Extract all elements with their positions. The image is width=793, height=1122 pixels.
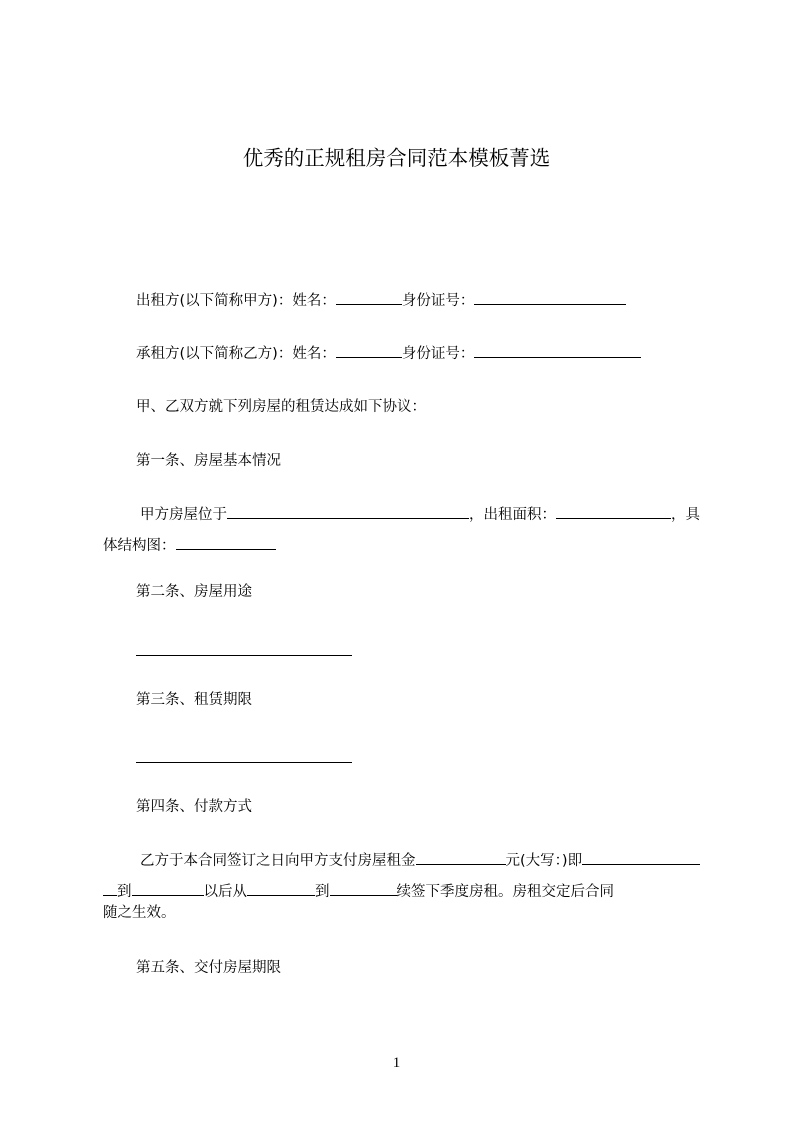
rent-words-label: 元(大写：)即	[505, 853, 583, 869]
article-4-line-1	[140, 850, 700, 871]
lessee-name-blank	[336, 343, 402, 358]
location-label: 甲方房屋位于	[140, 507, 227, 523]
lessee-label: 承租方(以下简称乙方)：姓名：	[136, 346, 336, 362]
date-blank-4	[330, 881, 397, 896]
term-blank	[136, 762, 352, 763]
lessor-id-label: 身份证号：	[401, 293, 475, 309]
page-number: 1	[392, 1055, 401, 1071]
structure-blank	[176, 535, 276, 550]
article-4-line-3: 随之生效。	[103, 905, 176, 921]
renewal-text: 续签下季度房租。房租交定后合同	[396, 884, 614, 900]
to-text-2: 到	[315, 884, 330, 900]
document-title: 优秀的正规租房合同范本模板菁选	[242, 146, 551, 170]
lessor-line	[136, 290, 626, 311]
rent-label: 乙方于本合同签订之日向甲方支付房屋租金	[140, 853, 416, 869]
article-4-line-2	[103, 881, 700, 902]
article-1-line-1	[140, 504, 700, 525]
date-blank-1	[582, 850, 700, 865]
location-blank	[227, 504, 469, 519]
continued-text: ，具	[671, 507, 700, 523]
date-blank-1-cont	[103, 881, 117, 896]
area-label: ，出租面积：	[469, 507, 556, 523]
to-text: 到	[117, 884, 132, 900]
lessor-name-blank	[336, 290, 402, 305]
date-blank-2	[132, 881, 204, 896]
article-2-heading: 第二条、房屋用途	[136, 584, 252, 600]
lessor-label: 出租方(以下简称甲方)：姓名：	[136, 293, 336, 309]
article-1-heading: 第一条、房屋基本情况	[136, 453, 281, 469]
date-blank-3	[247, 881, 315, 896]
lessee-id-label: 身份证号：	[401, 346, 475, 362]
article-4-heading: 第四条、付款方式	[136, 799, 252, 815]
lessor-id-blank	[474, 290, 626, 305]
lessee-line	[136, 343, 641, 364]
article-5-heading: 第五条、交付房屋期限	[136, 960, 281, 976]
area-blank	[556, 504, 671, 519]
agreement-text: 甲、乙双方就下列房屋的租赁达成如下协议：	[136, 399, 426, 415]
lessee-id-blank	[474, 343, 641, 358]
from-text: 以后从	[203, 884, 247, 900]
article-1-line-2	[103, 535, 276, 556]
structure-label: 体结构图：	[103, 538, 176, 554]
article-3-heading: 第三条、租赁期限	[136, 692, 252, 708]
usage-blank	[136, 655, 352, 656]
rent-blank	[416, 850, 506, 865]
